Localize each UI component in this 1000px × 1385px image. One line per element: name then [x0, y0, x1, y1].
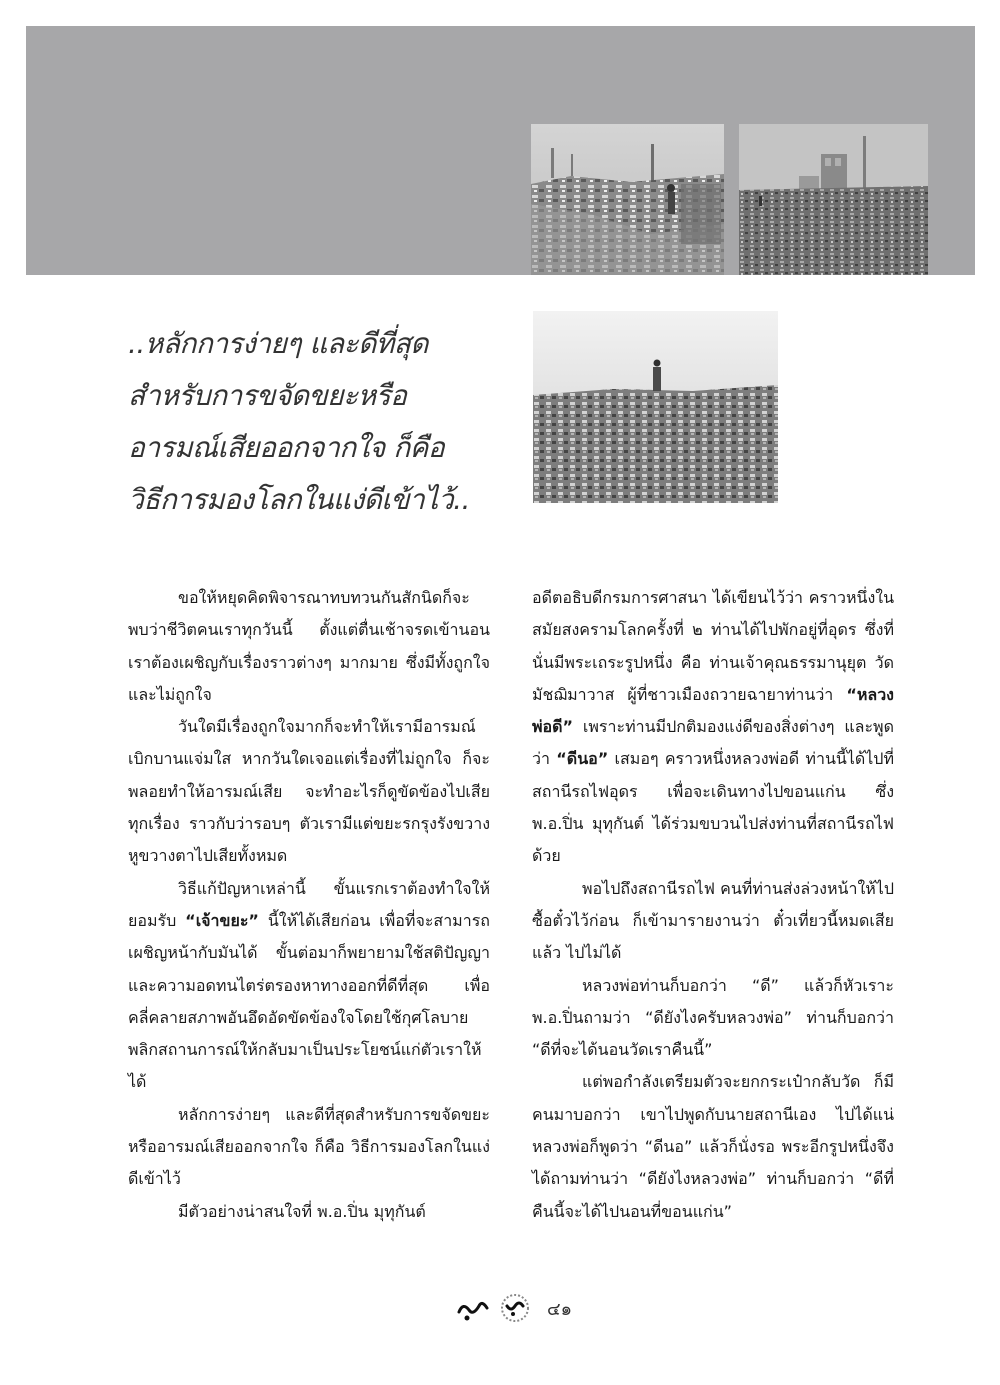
pull-quote-line: สำหรับการขจัดขยะหรือ [128, 379, 407, 412]
article-column-left [128, 582, 490, 1228]
text-run: มีตัวอย่างน่าสนใจที่ พ.อ.ปิ่น มุทุกันต์ [178, 1201, 426, 1221]
article-paragraph [532, 1066, 894, 1227]
text-run: ขอให้หยุดคิดพิจารณาทบทวนกันสักนิดก็จะพบว่าชีวิตคนเราทุกวันนี้ ตั้งแต่ตื่นเช้าจรดเข้านอน เราต้องเผชิญกับเรื่องราวต่างๆ มากมาย ซึ่งมีทั้งถูกใจและไม่ถูกใจ [128, 588, 490, 704]
text-run: หลวงพ่อท่านก็บอกว่า “ดี” แล้วก็หัวเราะ พ.อ.ปิ่นถามว่า “ดียังไงครับหลวงพ่อ” ท่านก็บอกว่า “ดีที่จะได้นอนวัดเราคืนนี้” [532, 975, 894, 1060]
article-paragraph [128, 1196, 490, 1228]
article-paragraph [128, 582, 490, 711]
emphasis-text: “เจ้าขยะ” [185, 910, 259, 930]
emphasis-text: “ดีนอ” [556, 749, 609, 769]
article-paragraph [128, 873, 490, 1099]
text-run: พอไปถึงสถานีรถไฟ คนที่ท่านส่งล่วงหน้าให้ไปซื้อตั๋วไว้ก่อน ก็เข้ามารายงานว่า ตั๋วเที่ยวนี้หมดเสียแล้ว ไปไม่ได้ [532, 878, 894, 963]
magazine-logo-icon [455, 1292, 543, 1324]
pull-quote-line: ..หลักการง่ายๆ และดีที่สุด [128, 327, 428, 360]
photo-landfill-factory [739, 124, 928, 275]
pull-quote [128, 318, 548, 526]
article-paragraph [128, 711, 490, 872]
article-paragraph [532, 582, 894, 873]
text-run: เสมอๆ คราวหนึ่งหลวงพ่อดี ท่านนี้ได้ไปที่สถานีรถไฟอุดร เพื่อจะเดินทางไปขอนแก่น ซึ่ง พ.อ.ปิ่น มุทุกันต์ ได้ร่วมขบวนไปส่งท่านที่สถานีรถไฟด้วย [532, 749, 894, 866]
text-run: วิธีแก้ปัญหาเหล่านี้ ขั้นแรกเราต้องทำใจให้ยอมรับ [128, 878, 490, 930]
emphasis-text: “หลวงพ่อดี” [532, 684, 894, 737]
text-run: วันใดมีเรื่องถูกใจมากก็จะทำให้เรามีอารมณ์เบิกบานแจ่มใส หากวันใดเจอแต่เรื่องที่ไม่ถูกใจ ก็จะพลอยทำให้อารมณ์เสีย จะทำอะไรก็ดูขัดข้องไปเสียทุกเรื่อง ราวกับว่ารอบๆ ตัวเรามีแต่ขยะรกรุงรังขวางหูขวางตาไปเสียทั้งหมด [128, 717, 490, 866]
text-run: เพราะท่านมีปกติมองแง่ดีของสิ่งต่างๆ และพูดว่า [532, 717, 894, 769]
pull-quote-line: อารมณ์เสียออกจากใจ ก็คือ [128, 431, 445, 464]
photo-garbage-dump-worker [531, 124, 724, 275]
text-run: อดีตอธิบดีกรมการศาสนา ได้เขียนไว้ว่า คราวหนึ่งในสมัยสงครามโลกครั้งที่ ๒ ท่านได้ไปพักอยู่ที่อุดร ซึ่งที่นั่นมีพระเถระรูปหนึ่ง คือ ท่านเจ้าคุณธรรมานุยุต วัดมัชฌิมาวาส ผู้ที่ชาวเมืองถวายฉายาท่านว่า [532, 588, 894, 704]
article-paragraph [532, 873, 894, 970]
text-run: แต่พอกำลังเตรียมตัวจะยกกระเป๋ากลับวัด ก็มีคนมาบอกว่า เขาไปพูดกับนายสถานีเอง ไปได้แน่ หลวงพ่อก็พูดว่า “ดีนอ” แล้วก็นั่งรอ พระอีกรูปหนึ่งจึงได้ถามท่านว่า “ดียังไงหลวงพ่อ” ท่านก็บอกว่า “ดีที่คืนนี้จะได้ไปนอนที่ขอนแก่น” [532, 1072, 894, 1221]
article-paragraph [532, 970, 894, 1067]
page-number: ๔๑ [547, 1298, 573, 1320]
text-run: นี้ให้ได้เสียก่อน เพื่อที่จะสามารถเผชิญหน้ากับมันได้ ขั้นต่อมาก็พยายามใช้สติปัญญาและความอดทนไตร่ตรองหาทางออกที่ดีที่สุด เพื่อคลี่คลายสภาพอันอึดอัดขัดข้องใจโดยใช้กุศโลบายพลิกสถานการณ์ให้กลับมาเป็นประโยชน์แก่ตัวเราให้ได้ [128, 910, 490, 1092]
article-column-right [532, 582, 894, 1228]
pull-quote-line: วิธีการมองโลกในแง่ดีเข้าไว้.. [128, 483, 470, 516]
page-footer [455, 1290, 572, 1326]
text-run: หลักการง่ายๆ และดีที่สุดสำหรับการขจัดขยะหรืออารมณ์เสียออกจากใจ ก็คือ วิธีการมองโลกในแง่ดีเข้าไว้ [128, 1104, 490, 1189]
photo-person-on-garbage [533, 311, 778, 503]
article-paragraph [128, 1099, 490, 1196]
